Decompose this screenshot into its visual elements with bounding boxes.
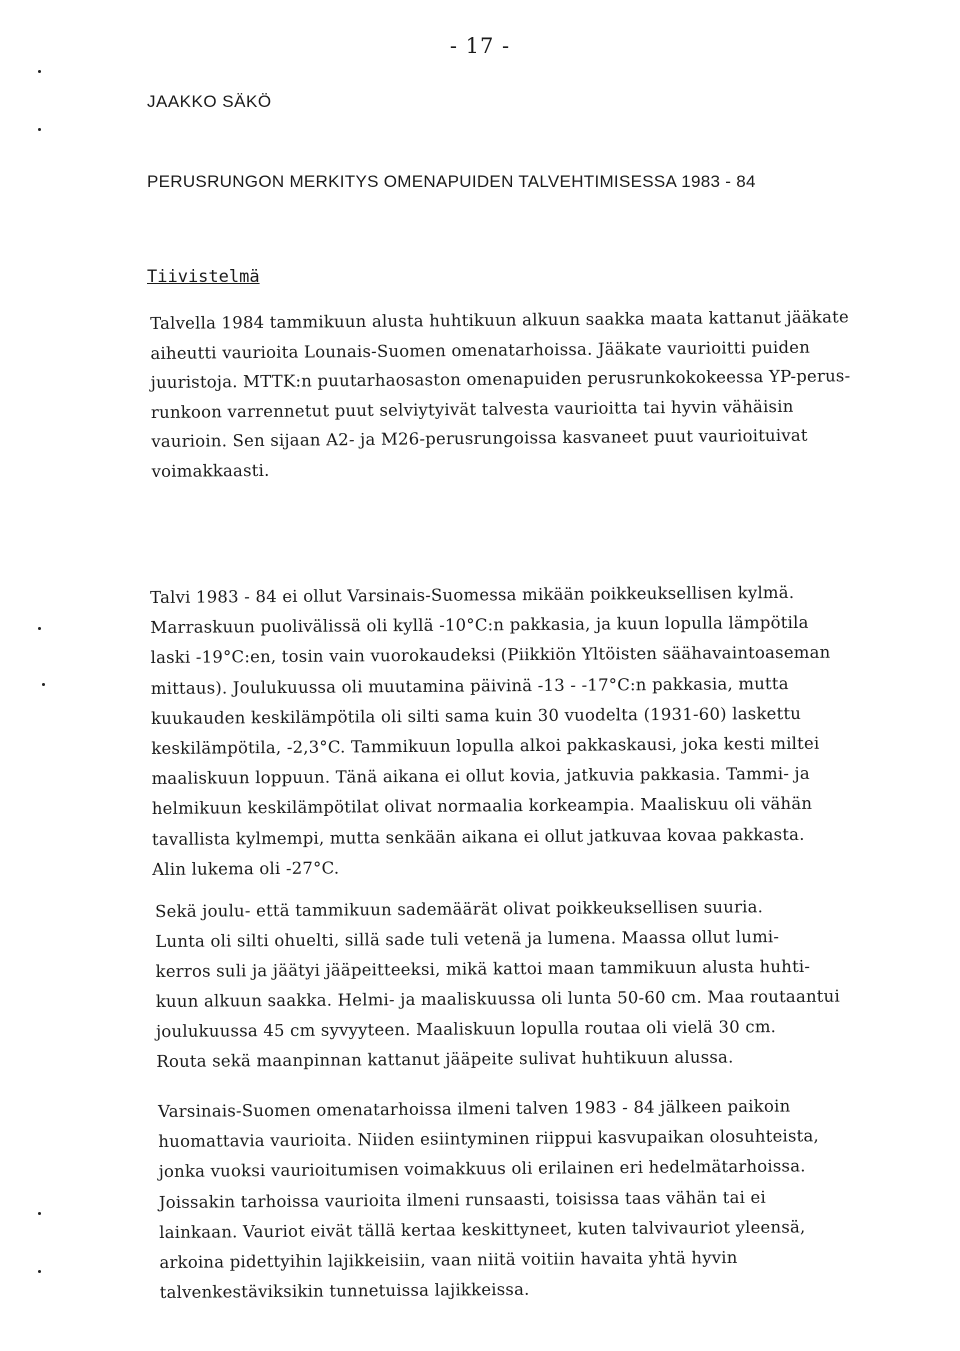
text-line: laski -19°C:en, tosin vain vuorokaudeksi (Piikkiön Yltöisten säähavaintoaseman — [150, 643, 831, 668]
text-line: kerros suli ja jäätyi jääpeitteeksi, mikä kattoi maan tammikuun alusta huhti- — [155, 956, 811, 981]
text-line: arkoina pidettyihin lajikkeisiin, vaan niitä voitiin havaita yhtä hyvin — [159, 1247, 738, 1273]
text-line: Talvella 1984 tammikuun alusta huhtikuun alkuun saakka maata kattanut jääkate — [150, 307, 849, 333]
text-line: huomattavia vaurioita. Niiden esiintyminen riippui kasvupaikan olosuhteista, — [158, 1126, 820, 1152]
scan-speck — [38, 627, 41, 630]
text-line: Talvi 1983 - 84 ei ollut Varsinais-Suomessa mikään poikkeuksellisen kylmä. — [150, 582, 795, 607]
text-line: mittaus). Joulukuussa oli muutamina päivinä -13 - -17°C:n pakkasia, mutta — [150, 673, 789, 698]
text-line: tavallista kylmempi, mutta senkään aikana ei ollut jatkuvaa kovaa pakkasta. — [151, 824, 805, 849]
paragraph-abstract — [150, 301, 952, 486]
text-line: Marraskuun puolivälissä oli kyllä -10°C:n pakkasia, ja kuun lopulla lämpötila — [150, 613, 809, 638]
text-line: juuristoja. MTTK:n puutarhaosaston omenapuiden perusrunkokokeessa YP-perus- — [150, 366, 851, 392]
text-line: keskilämpötila, -2,3°C. Tammikuun lopulla alkoi pakkaskausi, joka kesti miltei — [151, 733, 820, 759]
text-line: kuun alkuun saakka. Helmi- ja maaliskuussa oli lunta 50-60 cm. Maa routaantui — [155, 986, 840, 1011]
text-line: Alin lukema oli -27°C. — [152, 858, 340, 879]
text-line: talvenkestäviksikin tunnetuissa lajikkeissa. — [159, 1279, 530, 1303]
text-line: joulukuussa 45 cm syvyyteen. Maaliskuun lopulla routaa oli vielä 30 cm. — [155, 1017, 777, 1041]
paragraph-precipitation — [155, 891, 956, 1077]
text-line: Joissakin tarhoissa vaurioita ilmeni runsaasti, toisissa taas vähän tai ei — [158, 1187, 767, 1212]
scan-speck — [42, 683, 45, 686]
text-line: vaurioin. Sen sijaan A2- ja M26-perusrungoissa kasvaneet puut vaurioituivat — [151, 425, 808, 451]
page-number: - 17 - — [449, 34, 511, 58]
abstract-heading: Tiivistelmä — [147, 267, 260, 287]
author-name: JAAKKO SÄKÖ — [147, 92, 272, 111]
text-line: Varsinais-Suomen omenatarhoissa ilmeni talven 1983 - 84 jälkeen paikoin — [158, 1096, 791, 1121]
text-line: voimakkaasti. — [151, 460, 270, 481]
text-line: maaliskuun loppuun. Tänä aikana ei ollut kovia, jatkuvia pakkasia. Tammi- ja — [151, 764, 810, 789]
text-line: Routa sekä maanpinnan kattanut jääpeite sulivat huhtikuun alussa. — [156, 1047, 734, 1071]
scan-speck — [38, 70, 41, 73]
text-line: Lunta oli silti ohuelti, sillä sade tuli vetenä ja lumena. Maassa ollut lumi- — [155, 927, 780, 951]
text-line: kuukauden keskilämpötila oli silti sama kuin 30 vuodelta (1931-60) laskettu — [150, 703, 802, 728]
scan-speck — [38, 128, 41, 131]
scan-speck — [38, 1270, 41, 1273]
scan-speck — [38, 1212, 41, 1215]
paragraph-winter-temperatures — [150, 577, 952, 885]
paragraph-damage — [158, 1090, 960, 1308]
text-line: aiheutti vaurioita Lounais-Suomen omenatarhoissa. Jääkate vaurioitti puiden — [150, 337, 811, 363]
text-line: jonka vuoksi vaurioitumisen voimakkuus oli erilainen eri hedelmätarhoissa. — [158, 1156, 806, 1182]
document-title: PERUSRUNGON MERKITYS OMENAPUIDEN TALVEHTIMISESSA 1983 - 84 — [147, 172, 756, 191]
text-line: helmikuun keskilämpötilat olivat normaalia korkeampia. Maaliskuu oli vähän — [151, 794, 813, 819]
text-line: runkoon varrennetut puut selviytyivät talvesta vaurioitta tai hyvin vähäisin — [150, 396, 794, 422]
text-line: Sekä joulu- että tammikuun sademäärät olivat poikkeuksellisen suuria. — [155, 897, 764, 921]
text-line: lainkaan. Vauriot eivät tällä kertaa keskittyneet, kuten talvivauriot yleensä, — [159, 1217, 806, 1242]
